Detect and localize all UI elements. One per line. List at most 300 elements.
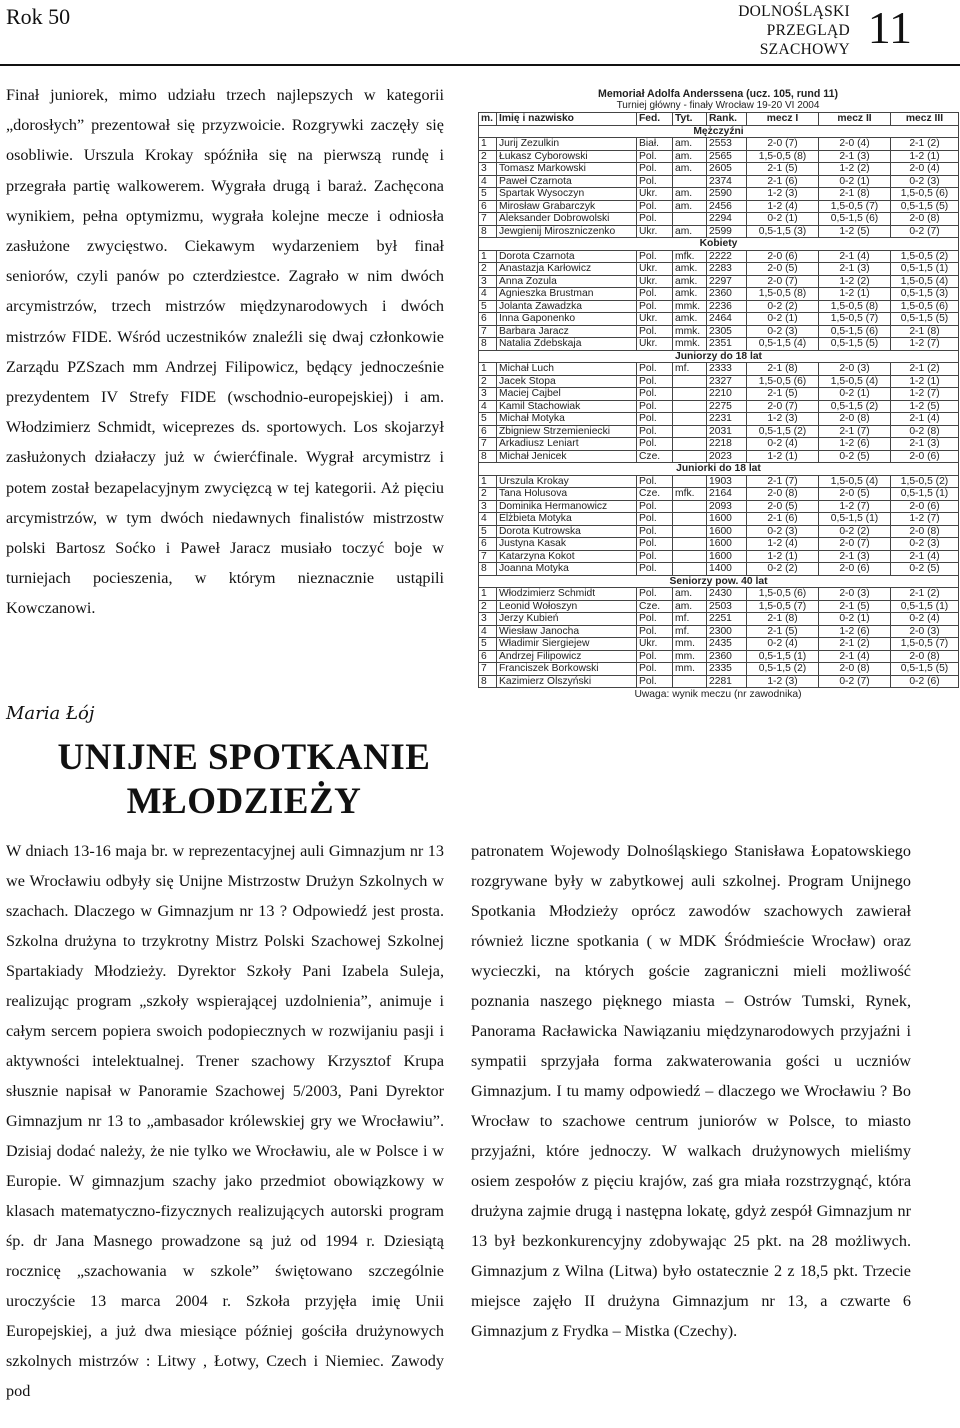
table-cell	[673, 388, 707, 401]
table-cell: 2	[479, 488, 497, 501]
table-row	[479, 300, 959, 313]
table-cell: Pol.	[637, 625, 673, 638]
section-header-row	[479, 575, 959, 588]
table-cell: 2590	[707, 188, 747, 201]
table-cell: 0-2 (2)	[747, 300, 819, 313]
table-cell	[673, 538, 707, 551]
table-cell: 2605	[707, 163, 747, 176]
table-cell: 2-0 (8)	[819, 413, 891, 426]
table-cell: 0-2 (1)	[747, 313, 819, 326]
table-row	[479, 450, 959, 463]
table-cell: amk.	[673, 263, 707, 276]
table-cell: Włodzimierz Schmidt	[497, 588, 637, 601]
table-cell: 1,5-0,5 (7)	[819, 200, 891, 213]
table-cell: Maciej Cajbel	[497, 388, 637, 401]
table-cell	[673, 675, 707, 688]
table-row	[479, 425, 959, 438]
table-cell: 7	[479, 663, 497, 676]
table-cell: am.	[673, 225, 707, 238]
table-cell: 1-2 (2)	[819, 163, 891, 176]
table-cell: am.	[673, 200, 707, 213]
column-header: Imię i nazwisko	[497, 113, 637, 126]
table-cell: 5	[479, 188, 497, 201]
table-cell: 2297	[707, 275, 747, 288]
table-cell	[673, 500, 707, 513]
table-cell: 2218	[707, 438, 747, 451]
table-cell: 2251	[707, 613, 747, 626]
table-cell: 0,5-1,5 (4)	[747, 338, 819, 351]
table-cell: am.	[673, 588, 707, 601]
table-row	[479, 150, 959, 163]
table-cell: amk.	[673, 275, 707, 288]
table-cell: 1600	[707, 513, 747, 526]
table-cell: 2093	[707, 500, 747, 513]
table-cell: Inna Gaponenko	[497, 313, 637, 326]
table-cell: 0,5-1,5 (1)	[891, 600, 959, 613]
table-row	[479, 438, 959, 451]
table-cell: Agnieszka Brustman	[497, 288, 637, 301]
table-cell: 2599	[707, 225, 747, 238]
table-cell: Justyna Kasak	[497, 538, 637, 551]
table-cell: Pol.	[637, 563, 673, 576]
table-cell: 1	[479, 250, 497, 263]
table-cell: Anna Zozula	[497, 275, 637, 288]
table-cell: 0-2 (3)	[747, 525, 819, 538]
table-cell: Pol.	[637, 675, 673, 688]
table-cell: Pol.	[637, 513, 673, 526]
table-cell: 2-1 (5)	[747, 388, 819, 401]
table-cell: 1-2 (7)	[891, 338, 959, 351]
table-cell: 1-2 (1)	[819, 288, 891, 301]
table-row	[479, 213, 959, 226]
table-cell: 8	[479, 675, 497, 688]
table-cell	[673, 550, 707, 563]
table-cell: Ukr.	[637, 263, 673, 276]
table-cell: 6	[479, 200, 497, 213]
table-cell: 0,5-1,5 (6)	[819, 325, 891, 338]
table-cell: 1	[479, 588, 497, 601]
article2-title: UNIJNE SPOTKANIE MŁODZIEŻY	[57, 737, 431, 822]
results-table-scan	[478, 88, 958, 820]
table-cell: 1,5-0,5 (7)	[819, 313, 891, 326]
table-cell: Ukr.	[637, 338, 673, 351]
table-cell: Pol.	[637, 250, 673, 263]
magazine-title-line: DOLNOŚLĄSKI	[738, 3, 850, 20]
table-cell: 1903	[707, 475, 747, 488]
table-cell: 1,5-0,5 (6)	[891, 188, 959, 201]
table-cell: 0,5-1,5 (1)	[819, 513, 891, 526]
table-row	[479, 638, 959, 651]
table-row	[479, 138, 959, 151]
table-cell: 0-2 (3)	[891, 175, 959, 188]
table-cell: 0-2 (7)	[891, 225, 959, 238]
table-cell: 0-2 (2)	[747, 563, 819, 576]
table-row	[479, 475, 959, 488]
table-row	[479, 250, 959, 263]
table-cell: mf.	[673, 363, 707, 376]
table-cell: mf.	[673, 625, 707, 638]
magazine-title	[738, 2, 850, 59]
table-row	[479, 488, 959, 501]
table-cell: 1-2 (5)	[891, 400, 959, 413]
table-cell: 1-2 (4)	[747, 538, 819, 551]
table-cell: 2305	[707, 325, 747, 338]
table-cell: Łukasz Cyborowski	[497, 150, 637, 163]
table-cell: Anastazja Karłowicz	[497, 263, 637, 276]
table-cell: 2210	[707, 388, 747, 401]
table-cell: Jolanta Zawadzka	[497, 300, 637, 313]
table-cell: mm.	[673, 663, 707, 676]
column-header: m.	[479, 113, 497, 126]
table-cell: mmk.	[673, 325, 707, 338]
table-cell: 1	[479, 138, 497, 151]
table-cell: 2-1 (4)	[891, 550, 959, 563]
table-cell: mmk.	[673, 300, 707, 313]
table-cell: Andrzej Filipowicz	[497, 650, 637, 663]
table-title: Memoriał Adolfa Anderssena (ucz. 105, rund 11)	[598, 88, 838, 100]
table-cell: 2236	[707, 300, 747, 313]
table-header-row	[479, 113, 959, 126]
table-cell: 2-0 (5)	[747, 263, 819, 276]
table-cell: Jacek Stopa	[497, 375, 637, 388]
column-header: Tyt.	[673, 113, 707, 126]
table-cell: 2-0 (4)	[891, 163, 959, 176]
table-cell: Mirosław Grabarczyk	[497, 200, 637, 213]
table-cell: 0,5-1,5 (5)	[891, 200, 959, 213]
table-cell: Natalia Zdebskaja	[497, 338, 637, 351]
table-cell: 2294	[707, 213, 747, 226]
table-cell: Leonid Wołoszyn	[497, 600, 637, 613]
table-cell: 2-1 (3)	[819, 263, 891, 276]
section-header-row	[479, 238, 959, 251]
table-cell: 2-0 (6)	[819, 563, 891, 576]
table-cell: 2-1 (3)	[819, 550, 891, 563]
table-row	[479, 388, 959, 401]
table-cell: 0-2 (1)	[819, 388, 891, 401]
table-cell: 1,5-0,5 (4)	[819, 475, 891, 488]
table-row	[479, 175, 959, 188]
column-header: mecz III	[891, 113, 959, 126]
table-cell: 0,5-1,5 (3)	[891, 288, 959, 301]
table-cell: 0-2 (4)	[891, 613, 959, 626]
table-cell: 2-0 (5)	[747, 500, 819, 513]
table-cell: mm.	[673, 650, 707, 663]
table-cell: Ukr.	[637, 638, 673, 651]
table-cell: Ukr.	[637, 313, 673, 326]
table-cell: 1	[479, 475, 497, 488]
table-cell: 2-1 (8)	[819, 188, 891, 201]
table-cell: 2-1 (5)	[747, 625, 819, 638]
table-cell: Cze.	[637, 488, 673, 501]
table-cell: 2031	[707, 425, 747, 438]
section-title: Seniorzy pow. 40 lat	[479, 575, 959, 588]
table-cell: 1-2 (7)	[891, 388, 959, 401]
table-row	[479, 600, 959, 613]
article2-body-col1: W dniach 13-16 maja br. w reprezentacyjnej auli Gimnazjum nr 13 we Wrocławiu odbyły się Unijne Mistrzostw Drużyn Szkolnych w szachach. Dlaczego w Gimnazjum nr 13 ? Odpowiedź jest prosta. Szkolna drużyna to trzykrotny Mistrz Polski Szachowej Szkolnej Spartakiady Młodzieży. Dyrektor Szkoły Pani Izabela Suleja, realizując program „szkoły wspierającej uzdolnienia”, animuje i całym sercem popiera swoich podopiecznych w rozwijaniu pasji i aktywności intelektualnej. Trener szachowy Krzysztof Krupa słusznie napisał w Panoramie Szachowej 5/2003, Pani Dyrektor Gimnazjum nr 13 to „ambasador królewskiej gry we Wrocławiu”. Dzisiaj dodać należy, że nie tylko we Wrocławiu, ale w Polsce i w Europie. W gimnazjum szachy jako przedmiot obowiązkowy w klasach matematyczno-fizycznych realizujących autorski program śp. dr Jana Masnego prowadzone są już od 1994 r. Dziesiątą rocznicę „szachowania w szkole” świętowano szczególnie uroczyście 13 marca 2004 r. Szkoła przyjęła imię Unii Europejskiej, a już dwa miesiące później gościła drużynowych szkolnych mistrzów : Litwy , Łotwy, Czech i Niemiec. Zawody pod	[6, 842, 444, 1400]
table-cell: 2-0 (8)	[819, 663, 891, 676]
table-cell: 1400	[707, 563, 747, 576]
table-row	[479, 288, 959, 301]
table-cell: 0,5-1,5 (1)	[747, 650, 819, 663]
table-row	[479, 225, 959, 238]
column-header: mecz II	[819, 113, 891, 126]
table-cell: 0-2 (3)	[747, 325, 819, 338]
table-cell: 6	[479, 425, 497, 438]
table-cell	[673, 375, 707, 388]
table-cell	[673, 475, 707, 488]
section-title: Juniorki do 18 lat	[479, 463, 959, 476]
table-cell: mfk.	[673, 488, 707, 501]
table-cell: 2283	[707, 263, 747, 276]
table-cell: 2-0 (7)	[819, 538, 891, 551]
table-cell: am.	[673, 138, 707, 151]
table-cell: 2-1 (3)	[891, 438, 959, 451]
table-cell: amk.	[673, 288, 707, 301]
table-cell: 0,5-1,5 (3)	[747, 225, 819, 238]
table-row	[479, 563, 959, 576]
table-cell: 6	[479, 313, 497, 326]
table-row	[479, 650, 959, 663]
table-cell: 2-1 (2)	[819, 638, 891, 651]
table-cell: 1,5-0,5 (8)	[819, 300, 891, 313]
table-cell: Zbigniew Strzemieniecki	[497, 425, 637, 438]
table-cell: Tana Holusova	[497, 488, 637, 501]
table-cell: 1-2 (3)	[747, 188, 819, 201]
table-cell: 1-2 (6)	[819, 438, 891, 451]
table-cell: Wiesław Janocha	[497, 625, 637, 638]
table-cell: Pol.	[637, 288, 673, 301]
table-cell: Ukr.	[637, 188, 673, 201]
table-cell: 8	[479, 338, 497, 351]
table-cell: 2-0 (6)	[891, 500, 959, 513]
table-cell: 1,5-0,5 (4)	[819, 375, 891, 388]
table-cell: 1-2 (1)	[891, 375, 959, 388]
table-cell: 2-1 (2)	[891, 138, 959, 151]
table-cell: 4	[479, 400, 497, 413]
table-cell: Pol.	[637, 150, 673, 163]
table-cell: Tomasz Markowski	[497, 163, 637, 176]
table-row	[479, 188, 959, 201]
table-row	[479, 513, 959, 526]
table-cell: 2-0 (3)	[819, 588, 891, 601]
table-cell: 1-2 (1)	[747, 450, 819, 463]
table-cell: 2-1 (8)	[747, 363, 819, 376]
table-cell	[673, 425, 707, 438]
article1-body: Finał juniorek, mimo udziału trzech najlepszych w kategorii „dorosłych” prezentował się przyzwoicie. Rozgrywki zaczęły się osobliwie. Urszula Krokay spóźniła się na pierwszą rundę i przegrała partię walkowerem. Wygrała drugą i baraż. Zachęcona wynikiem, pełna optymizmu, wygrała kolejne mecze i odniosła zasłużone zwycięstwo. Ciekawym wydarzeniem był finał seniorów, czyli panów po czterdziestce. Zagrało w nim dwóch arcymistrzów, trzech mistrzów międzynarodowych i dwóch mistrzów FIDE. Wśród uczestników znaleźli się dwaj członkowie Zarządu PZSzach mm Andrzej Filipowicz, będący jednocześnie prezydentem IV Strefy FIDE (wschodnio-europejskiej) i am. Włodzimierz Schmidt, wiceprezes ds. sportowych. Los skojarzył zasłużonych działaczy już w ćwierćfinale. Wygrał arcymistrz i potem został bezapelacyjnym zwycięzcą w tej kategorii. Aż pięciu arcymistrzów, w tym dwóch niedawnych finalistów mistrzostw polski Bartosz Soćko i Paweł Jaracz musiało toczyć boje w turniejach pocieszenia, w którym nieznacznie ustąpili Kowczanowi.	[6, 86, 444, 618]
table-cell: 1,5-0,5 (4)	[891, 275, 959, 288]
table-cell: 1,5-0,5 (8)	[747, 150, 819, 163]
table-cell: 2430	[707, 588, 747, 601]
table-cell: Ukr.	[637, 225, 673, 238]
table-cell: mm.	[673, 638, 707, 651]
table-cell: Ukr.	[637, 275, 673, 288]
table-cell: 0-2 (1)	[819, 613, 891, 626]
table-cell: 4	[479, 513, 497, 526]
table-cell: 1-2 (7)	[891, 513, 959, 526]
table-cell: 7	[479, 550, 497, 563]
table-cell: 2-0 (4)	[819, 138, 891, 151]
table-cell: 8	[479, 225, 497, 238]
table-cell: 2-0 (3)	[891, 625, 959, 638]
table-cell: Władimir Siergiejew	[497, 638, 637, 651]
table-cell: 2	[479, 600, 497, 613]
table-cell: Paweł Czarnota	[497, 175, 637, 188]
table-cell: 2565	[707, 150, 747, 163]
table-cell: 2-1 (5)	[819, 600, 891, 613]
year-label: Rok 50	[6, 4, 71, 29]
table-cell: 2-1 (7)	[819, 425, 891, 438]
table-cell	[673, 213, 707, 226]
table-cell: 2231	[707, 413, 747, 426]
table-cell: mf.	[673, 613, 707, 626]
table-cell: Arkadiusz Leniart	[497, 438, 637, 451]
table-cell: 2374	[707, 175, 747, 188]
table-cell	[673, 400, 707, 413]
table-cell: 4	[479, 288, 497, 301]
section-title: Juniorzy do 18 lat	[479, 350, 959, 363]
table-cell: 1-2 (6)	[819, 625, 891, 638]
table-row	[479, 325, 959, 338]
table-cell: 1-2 (2)	[819, 275, 891, 288]
table-cell: 2-1 (3)	[819, 150, 891, 163]
table-cell	[673, 525, 707, 538]
table-cell: 8	[479, 563, 497, 576]
table-cell: Dorota Kutrowska	[497, 525, 637, 538]
table-cell: Michał Jenicek	[497, 450, 637, 463]
table-cell: am.	[673, 150, 707, 163]
table-cell: 5	[479, 300, 497, 313]
table-cell: 2-0 (8)	[891, 525, 959, 538]
table-cell: 1,5-0,5 (6)	[747, 375, 819, 388]
section-header-row	[479, 125, 959, 138]
table-cell: 2	[479, 150, 497, 163]
table-cell: 0-2 (3)	[891, 538, 959, 551]
table-cell: 2-1 (4)	[819, 250, 891, 263]
table-cell: 0,5-1,5 (6)	[819, 213, 891, 226]
table-cell	[673, 175, 707, 188]
table-cell: 3	[479, 388, 497, 401]
table-cell: Cze.	[637, 600, 673, 613]
table-cell: 2-0 (8)	[891, 650, 959, 663]
table-row	[479, 625, 959, 638]
table-cell: Franciszek Borkowski	[497, 663, 637, 676]
table-cell: 0-2 (5)	[891, 563, 959, 576]
section-title: Mężczyźni	[479, 125, 959, 138]
table-cell: 2-0 (8)	[891, 213, 959, 226]
table-cell: 0-2 (1)	[747, 213, 819, 226]
table-row	[479, 338, 959, 351]
table-cell: 1	[479, 363, 497, 376]
table-cell: Pol.	[637, 475, 673, 488]
table-cell: 2464	[707, 313, 747, 326]
magazine-title-line: PRZEGLĄD	[766, 22, 850, 39]
page-number: 11	[867, 2, 912, 53]
table-cell: 2-1 (8)	[891, 325, 959, 338]
table-cell: 2327	[707, 375, 747, 388]
table-cell: Jurij Zezulkin	[497, 138, 637, 151]
table-cell: 1600	[707, 525, 747, 538]
table-cell: 2335	[707, 663, 747, 676]
table-cell: Pol.	[637, 213, 673, 226]
table-cell: 0-2 (4)	[747, 638, 819, 651]
table-cell: Pol.	[637, 500, 673, 513]
table-cell: 1-2 (7)	[819, 500, 891, 513]
table-cell: am.	[673, 600, 707, 613]
table-cell: Michał Luch	[497, 363, 637, 376]
table-cell: Pol.	[637, 425, 673, 438]
magazine-title-line: SZACHOWY	[759, 41, 850, 58]
table-cell: Pol.	[637, 550, 673, 563]
table-cell: Pol.	[637, 588, 673, 601]
table-cell: 0,5-1,5 (5)	[891, 313, 959, 326]
table-cell: 2456	[707, 200, 747, 213]
table-cell	[673, 513, 707, 526]
table-cell: 2360	[707, 288, 747, 301]
table-cell: Pol.	[637, 663, 673, 676]
article2-body-col2: patronatem Wojewody Dolnośląskiego Stanisława Łopatowskiego rozgrywane były w zabytkowej auli szkolnej. Program Unijnego Spotkania Młodzieży oprócz zawodów szachowych zawierał również liczne spotkania ( w MDK Śródmieście Wrocław) oraz wycieczki, na których goście zagraniczni mieli możliwość poznania naszego pięknego miasta – Ostrów Tumski, Rynek, Panorama Racławicka Nawiązaniu międzynarodowych przyjaźni i sympatii sprzyjała forma zakwaterowania gości u uczniów Gimnazjum. I tu mamy odpowiedź – dlaczego we Wrocławiu ? Bo Wrocław to szachowe centrum juniorów w Polsce, to miasto przyjaźni, które jednoczy. W walkach drużynowych mieliśmy osiem zespołów z pięciu krajów, zaś gra miała rozstrzygnąć, która drużyna zajmie drugą i następna lokatę, gdyż zespół Gimnazjum nr 13 był bezkonkurencyjny zdobywając 25 pkt. na 28 możliwych. Gimnazjum z Wilna (Litwa) było ostatecznie 2 z 18,5 pkt. Trzecie miejsce zajęło II drużyna Gimnazjum nr 13, a czwarte 6 Gimnazjum z Frydka – Mistka (Czechy).	[471, 842, 911, 1340]
table-cell: 1,5-0,5 (7)	[747, 600, 819, 613]
table-cell: Pol.	[637, 300, 673, 313]
table-cell: 1,5-0,5 (6)	[747, 588, 819, 601]
table-cell: 0,5-1,5 (2)	[747, 425, 819, 438]
table-cell: 7	[479, 438, 497, 451]
table-cell: Pol.	[637, 413, 673, 426]
table-cell: 1-2 (4)	[747, 200, 819, 213]
table-row	[479, 663, 959, 676]
column-header: Fed.	[637, 113, 673, 126]
table-cell: amk.	[673, 313, 707, 326]
table-cell: 1-2 (3)	[747, 413, 819, 426]
table-row	[479, 538, 959, 551]
table-cell: 2-0 (7)	[747, 400, 819, 413]
table-cell: Jerzy Kubień	[497, 613, 637, 626]
table-cell: Pol.	[637, 525, 673, 538]
table-row	[479, 588, 959, 601]
table-cell: 0,5-1,5 (1)	[891, 488, 959, 501]
table-cell: 3	[479, 275, 497, 288]
table-cell: 8	[479, 450, 497, 463]
section-title: Kobiety	[479, 238, 959, 251]
table-subtitle: Turniej główny - finały Wrocław 19-20 VI 2004	[616, 100, 820, 111]
table-cell: mmk.	[673, 338, 707, 351]
table-row	[479, 550, 959, 563]
table-cell: 0,5-1,5 (5)	[891, 663, 959, 676]
table-cell: Pol.	[637, 325, 673, 338]
table-cell	[673, 438, 707, 451]
table-row	[479, 400, 959, 413]
table-cell: 2023	[707, 450, 747, 463]
table-cell: 7	[479, 325, 497, 338]
column-header: mecz I	[747, 113, 819, 126]
table-cell: Pol.	[637, 363, 673, 376]
table-cell: mfk.	[673, 250, 707, 263]
table-cell: Biał.	[637, 138, 673, 151]
table-cell	[673, 450, 707, 463]
table-cell: 2-0 (5)	[819, 488, 891, 501]
table-cell: 1,5-0,5 (2)	[891, 250, 959, 263]
table-cell: 2-0 (7)	[747, 275, 819, 288]
table-cell: 0-2 (6)	[891, 675, 959, 688]
table-cell: 4	[479, 175, 497, 188]
table-cell: 3	[479, 613, 497, 626]
table-cell: Pol.	[637, 438, 673, 451]
table-cell: 2-1 (2)	[891, 588, 959, 601]
table-cell: 3	[479, 500, 497, 513]
table-cell: 2164	[707, 488, 747, 501]
table-cell: 1-2 (3)	[747, 675, 819, 688]
table-row	[479, 163, 959, 176]
table-cell: Kazimierz Olszyński	[497, 675, 637, 688]
